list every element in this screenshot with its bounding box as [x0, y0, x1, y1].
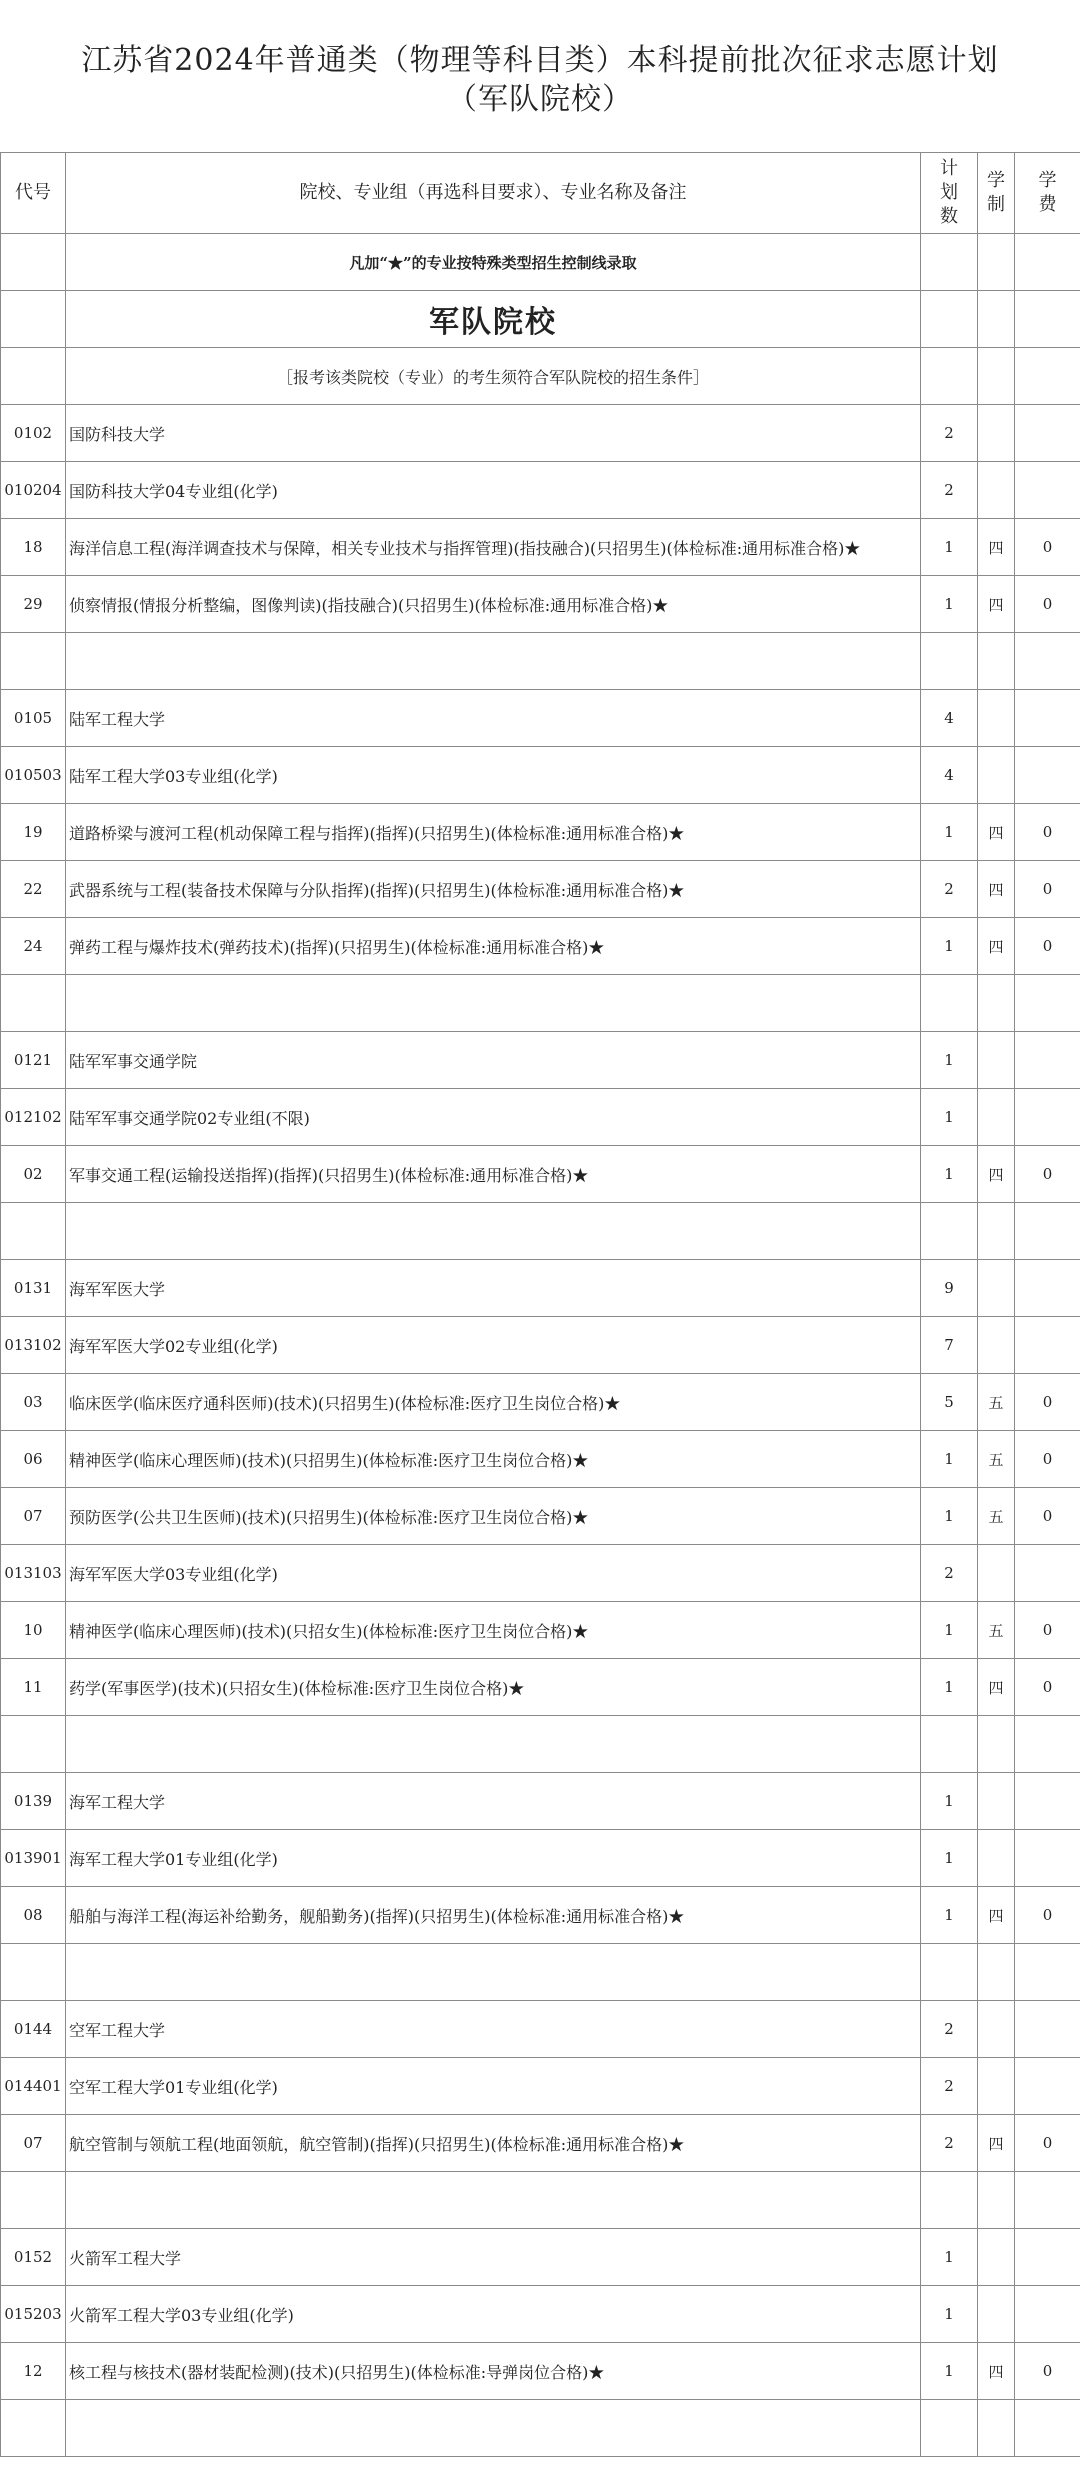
major-row — [1, 1374, 1080, 1431]
row-plan-count: 2 — [921, 405, 978, 462]
row-code: 0152 — [1, 2229, 66, 2286]
row-name: 海军军医大学02专业组(化学) — [66, 1317, 921, 1374]
row-name — [66, 1203, 921, 1260]
row-plan-count: 1 — [921, 1602, 978, 1659]
row-study-years: 四 — [978, 1146, 1015, 1203]
row-study-years — [978, 462, 1015, 519]
row-tuition-fee: 0 — [1015, 804, 1080, 861]
row-tuition-fee — [1015, 1260, 1080, 1317]
row-tuition-fee: 0 — [1015, 2115, 1080, 2172]
spacer-row — [1, 1203, 1080, 1260]
condition-code-cell — [1, 348, 66, 405]
row-code: 06 — [1, 1431, 66, 1488]
row-study-years — [978, 1545, 1015, 1602]
row-tuition-fee — [1015, 2286, 1080, 2343]
row-study-years — [978, 1203, 1015, 1260]
row-plan-count: 4 — [921, 690, 978, 747]
row-code — [1, 633, 66, 690]
major-row — [1, 1887, 1080, 1944]
row-code: 0139 — [1, 1773, 66, 1830]
row-name: 空军工程大学01专业组(化学) — [66, 2058, 921, 2115]
group-row — [1, 1089, 1080, 1146]
row-study-years — [978, 405, 1015, 462]
row-code: 012102 — [1, 1089, 66, 1146]
row-plan-count: 7 — [921, 1317, 978, 1374]
header-system — [978, 153, 1015, 234]
row-plan-count — [921, 1203, 978, 1260]
row-tuition-fee — [1015, 690, 1080, 747]
notice-code-cell — [1, 234, 66, 291]
row-plan-count: 1 — [921, 576, 978, 633]
row-plan-count: 2 — [921, 2115, 978, 2172]
row-name: 弹药工程与爆炸技术(弹药技术)(指挥)(只招男生)(体检标准:通用标准合格)★ — [66, 918, 921, 975]
row-tuition-fee: 0 — [1015, 918, 1080, 975]
row-code — [1, 1716, 66, 1773]
row-study-years: 四 — [978, 1659, 1015, 1716]
spacer-row — [1, 2172, 1080, 2229]
row-code: 18 — [1, 519, 66, 576]
school-row — [1, 1032, 1080, 1089]
row-study-years — [978, 633, 1015, 690]
row-plan-count — [921, 1716, 978, 1773]
row-name: 海军军医大学03专业组(化学) — [66, 1545, 921, 1602]
row-tuition-fee — [1015, 1944, 1080, 2001]
row-name — [66, 633, 921, 690]
row-tuition-fee: 0 — [1015, 2343, 1080, 2400]
group-row — [1, 2058, 1080, 2115]
header-code: 代号 — [1, 153, 66, 234]
school-row — [1, 2001, 1080, 2058]
row-name — [66, 1944, 921, 2001]
school-row — [1, 405, 1080, 462]
school-row — [1, 1260, 1080, 1317]
row-tuition-fee — [1015, 1203, 1080, 1260]
row-code: 29 — [1, 576, 66, 633]
row-code: 013102 — [1, 1317, 66, 1374]
row-code — [1, 2172, 66, 2229]
row-plan-count: 1 — [921, 2229, 978, 2286]
row-study-years: 四 — [978, 576, 1015, 633]
row-plan-count: 2 — [921, 861, 978, 918]
row-name: 火箭军工程大学03专业组(化学) — [66, 2286, 921, 2343]
row-name: 火箭军工程大学 — [66, 2229, 921, 2286]
row-study-years: 五 — [978, 1602, 1015, 1659]
row-study-years — [978, 1944, 1015, 2001]
header-name: 院校、专业组（再选科目要求）、专业名称及备注 — [66, 153, 921, 234]
row-tuition-fee — [1015, 1317, 1080, 1374]
section-plan-cell — [921, 291, 978, 348]
school-row — [1, 2229, 1080, 2286]
row-code: 07 — [1, 1488, 66, 1545]
row-plan-count — [921, 975, 978, 1032]
row-tuition-fee: 0 — [1015, 1659, 1080, 1716]
row-name — [66, 1716, 921, 1773]
row-code: 22 — [1, 861, 66, 918]
row-name: 核工程与核技术(器材装配检测)(技术)(只招男生)(体检标准:导弹岗位合格)★ — [66, 2343, 921, 2400]
row-study-years: 四 — [978, 804, 1015, 861]
table-header-row — [1, 153, 1080, 234]
group-row — [1, 462, 1080, 519]
major-row — [1, 519, 1080, 576]
spacer-row — [1, 633, 1080, 690]
row-code: 013901 — [1, 1830, 66, 1887]
row-study-years: 四 — [978, 918, 1015, 975]
row-plan-count: 1 — [921, 1146, 978, 1203]
row-code: 010503 — [1, 747, 66, 804]
row-tuition-fee — [1015, 633, 1080, 690]
row-code: 19 — [1, 804, 66, 861]
row-code — [1, 1203, 66, 1260]
row-tuition-fee — [1015, 975, 1080, 1032]
row-tuition-fee — [1015, 2058, 1080, 2115]
row-study-years: 五 — [978, 1488, 1015, 1545]
group-row — [1, 747, 1080, 804]
row-plan-count: 1 — [921, 1830, 978, 1887]
row-tuition-fee — [1015, 1773, 1080, 1830]
row-name: 海军军医大学 — [66, 1260, 921, 1317]
row-plan-count — [921, 2172, 978, 2229]
row-name: 临床医学(临床医疗通科医师)(技术)(只招男生)(体检标准:医疗卫生岗位合格)★ — [66, 1374, 921, 1431]
row-tuition-fee — [1015, 1032, 1080, 1089]
group-row — [1, 2286, 1080, 2343]
major-row — [1, 1488, 1080, 1545]
section-fee-cell — [1015, 291, 1080, 348]
row-name: 陆军军事交通学院02专业组(不限) — [66, 1089, 921, 1146]
row-code: 08 — [1, 1887, 66, 1944]
row-name: 陆军工程大学 — [66, 690, 921, 747]
major-row — [1, 918, 1080, 975]
row-tuition-fee: 0 — [1015, 1374, 1080, 1431]
major-row — [1, 1431, 1080, 1488]
row-tuition-fee: 0 — [1015, 1488, 1080, 1545]
row-study-years — [978, 2286, 1015, 2343]
condition-row — [1, 348, 1080, 405]
major-row — [1, 1659, 1080, 1716]
notice-fee-cell — [1015, 234, 1080, 291]
major-row — [1, 861, 1080, 918]
row-code — [1, 2400, 66, 2457]
row-plan-count: 1 — [921, 1089, 978, 1146]
row-name: 军事交通工程(运输投送指挥)(指挥)(只招男生)(体检标准:通用标准合格)★ — [66, 1146, 921, 1203]
row-study-years — [978, 2400, 1015, 2457]
row-study-years — [978, 1773, 1015, 1830]
notice-system-cell — [978, 234, 1015, 291]
row-code: 0105 — [1, 690, 66, 747]
row-plan-count: 1 — [921, 1659, 978, 1716]
row-tuition-fee: 0 — [1015, 1887, 1080, 1944]
header-fee — [1015, 153, 1080, 234]
spacer-row — [1, 1716, 1080, 1773]
spacer-row — [1, 2400, 1080, 2457]
row-name: 精神医学(临床心理医师)(技术)(只招女生)(体检标准:医疗卫生岗位合格)★ — [66, 1602, 921, 1659]
row-study-years — [978, 690, 1015, 747]
spacer-row — [1, 975, 1080, 1032]
row-name — [66, 2400, 921, 2457]
row-tuition-fee: 0 — [1015, 1146, 1080, 1203]
major-row — [1, 2115, 1080, 2172]
row-code — [1, 1944, 66, 2001]
row-plan-count: 2 — [921, 1545, 978, 1602]
major-row — [1, 2343, 1080, 2400]
row-plan-count — [921, 1944, 978, 2001]
row-code: 0121 — [1, 1032, 66, 1089]
major-row — [1, 804, 1080, 861]
section-system-cell — [978, 291, 1015, 348]
row-study-years — [978, 2058, 1015, 2115]
row-name: 药学(军事医学)(技术)(只招女生)(体检标准:医疗卫生岗位合格)★ — [66, 1659, 921, 1716]
row-tuition-fee — [1015, 1089, 1080, 1146]
group-row — [1, 1317, 1080, 1374]
row-tuition-fee — [1015, 2001, 1080, 2058]
row-code: 013103 — [1, 1545, 66, 1602]
row-tuition-fee — [1015, 1830, 1080, 1887]
row-plan-count: 2 — [921, 2058, 978, 2115]
row-tuition-fee: 0 — [1015, 519, 1080, 576]
notice-row — [1, 234, 1080, 291]
row-code: 010204 — [1, 462, 66, 519]
row-study-years — [978, 1317, 1015, 1374]
row-study-years: 四 — [978, 2343, 1015, 2400]
row-name: 航空管制与领航工程(地面领航，航空管制)(指挥)(只招男生)(体检标准:通用标准合格)★ — [66, 2115, 921, 2172]
group-row — [1, 1545, 1080, 1602]
row-tuition-fee — [1015, 462, 1080, 519]
spacer-row — [1, 1944, 1080, 2001]
row-code — [1, 975, 66, 1032]
row-plan-count: 1 — [921, 804, 978, 861]
row-name: 陆军军事交通学院 — [66, 1032, 921, 1089]
row-tuition-fee — [1015, 1545, 1080, 1602]
row-plan-count: 2 — [921, 462, 978, 519]
row-plan-count: 1 — [921, 1431, 978, 1488]
major-row — [1, 1146, 1080, 1203]
section-code-cell — [1, 291, 66, 348]
row-tuition-fee — [1015, 747, 1080, 804]
page-subtitle: （军队院校） — [447, 82, 633, 117]
row-name: 预防医学(公共卫生医师)(技术)(只招男生)(体检标准:医疗卫生岗位合格)★ — [66, 1488, 921, 1545]
row-plan-count: 5 — [921, 1374, 978, 1431]
row-name: 船舶与海洋工程(海运补给勤务，舰船勤务)(指挥)(只招男生)(体检标准:通用标准合格)★ — [66, 1887, 921, 1944]
row-name: 海军工程大学01专业组(化学) — [66, 1830, 921, 1887]
page-title: 江苏省2024年普通类（物理等科目类）本科提前批次征求志愿计划 — [81, 43, 999, 78]
row-code: 02 — [1, 1146, 66, 1203]
row-code: 0144 — [1, 2001, 66, 2058]
row-name: 陆军工程大学03专业组(化学) — [66, 747, 921, 804]
row-study-years — [978, 2172, 1015, 2229]
row-study-years: 四 — [978, 2115, 1015, 2172]
row-code: 0131 — [1, 1260, 66, 1317]
condition-fee-cell — [1015, 348, 1080, 405]
row-tuition-fee — [1015, 2400, 1080, 2457]
row-plan-count: 1 — [921, 1488, 978, 1545]
major-row — [1, 576, 1080, 633]
row-name: 武器系统与工程(装备技术保障与分队指挥)(指挥)(只招男生)(体检标准:通用标准合格)★ — [66, 861, 921, 918]
row-study-years — [978, 747, 1015, 804]
row-name: 海军工程大学 — [66, 1773, 921, 1830]
row-study-years — [978, 1089, 1015, 1146]
school-row — [1, 1773, 1080, 1830]
row-plan-count: 1 — [921, 1032, 978, 1089]
row-plan-count: 1 — [921, 2343, 978, 2400]
row-study-years: 五 — [978, 1431, 1015, 1488]
row-code: 014401 — [1, 2058, 66, 2115]
row-name: 国防科技大学 — [66, 405, 921, 462]
row-name: 道路桥梁与渡河工程(机动保障工程与指挥)(指挥)(只招男生)(体检标准:通用标准合格)★ — [66, 804, 921, 861]
group-row — [1, 1830, 1080, 1887]
row-study-years — [978, 1032, 1015, 1089]
row-code: 12 — [1, 2343, 66, 2400]
row-tuition-fee — [1015, 405, 1080, 462]
row-code: 07 — [1, 2115, 66, 2172]
notice-text: 凡加“★”的专业按特殊类型招生控制线录取 — [66, 234, 921, 291]
row-name: 侦察情报(情报分析整编，图像判读)(指技融合)(只招男生)(体检标准:通用标准合格)★ — [66, 576, 921, 633]
section-row — [1, 291, 1080, 348]
row-plan-count: 1 — [921, 1887, 978, 1944]
row-tuition-fee — [1015, 1716, 1080, 1773]
row-code: 0102 — [1, 405, 66, 462]
row-study-years — [978, 2229, 1015, 2286]
row-code: 10 — [1, 1602, 66, 1659]
row-plan-count: 1 — [921, 2286, 978, 2343]
row-name: 国防科技大学04专业组(化学) — [66, 462, 921, 519]
row-code: 015203 — [1, 2286, 66, 2343]
row-study-years: 五 — [978, 1374, 1015, 1431]
row-code: 11 — [1, 1659, 66, 1716]
row-tuition-fee: 0 — [1015, 861, 1080, 918]
row-study-years — [978, 1830, 1015, 1887]
header-plan-text: 计划数 — [940, 158, 958, 227]
row-tuition-fee — [1015, 2229, 1080, 2286]
row-tuition-fee: 0 — [1015, 1602, 1080, 1659]
row-study-years: 四 — [978, 1887, 1015, 1944]
school-row — [1, 690, 1080, 747]
row-name — [66, 975, 921, 1032]
row-code: 03 — [1, 1374, 66, 1431]
header-fee-text: 学费 — [1038, 170, 1057, 215]
row-study-years — [978, 975, 1015, 1032]
row-study-years — [978, 2001, 1015, 2058]
notice-plan-cell — [921, 234, 978, 291]
header-system-text: 学制 — [987, 170, 1005, 215]
row-plan-count: 4 — [921, 747, 978, 804]
condition-plan-cell — [921, 348, 978, 405]
row-study-years: 四 — [978, 861, 1015, 918]
condition-text: ［报考该类院校（专业）的考生须符合军队院校的招生条件］ — [66, 348, 921, 405]
row-plan-count: 1 — [921, 519, 978, 576]
row-plan-count: 2 — [921, 2001, 978, 2058]
plan-table — [0, 152, 1080, 2457]
section-title: 军队院校 — [66, 291, 921, 348]
condition-system-cell — [978, 348, 1015, 405]
row-study-years — [978, 1716, 1015, 1773]
row-tuition-fee: 0 — [1015, 576, 1080, 633]
row-name: 空军工程大学 — [66, 2001, 921, 2058]
row-name: 精神医学(临床心理医师)(技术)(只招男生)(体检标准:医疗卫生岗位合格)★ — [66, 1431, 921, 1488]
row-plan-count: 1 — [921, 1773, 978, 1830]
row-plan-count: 1 — [921, 918, 978, 975]
row-name — [66, 2172, 921, 2229]
major-row — [1, 1602, 1080, 1659]
header-plan — [921, 153, 978, 234]
row-tuition-fee — [1015, 2172, 1080, 2229]
row-plan-count: 9 — [921, 1260, 978, 1317]
row-tuition-fee: 0 — [1015, 1431, 1080, 1488]
row-plan-count — [921, 633, 978, 690]
row-code: 24 — [1, 918, 66, 975]
row-study-years: 四 — [978, 519, 1015, 576]
row-plan-count — [921, 2400, 978, 2457]
row-name: 海洋信息工程(海洋调查技术与保障，相关专业技术与指挥管理)(指技融合)(只招男生)(体检标准:通用标准合格)★ — [66, 519, 921, 576]
row-study-years — [978, 1260, 1015, 1317]
